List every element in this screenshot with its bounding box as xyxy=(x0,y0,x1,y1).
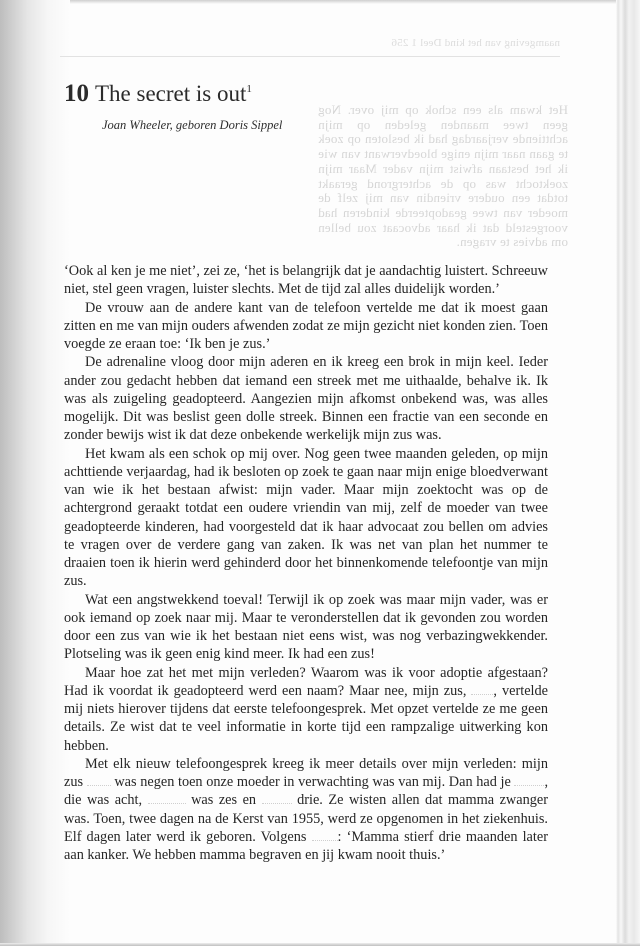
redacted-name xyxy=(471,683,493,695)
showthrough-body-text: Het kwam als een schok op mij over. Nog geen twee maanden geleden op mijn achttiende verjaardag had ik besloten op zoek te gaan naar mijn enige bloedverwant van wie ik het bestaan afwist mijn vader Maar mijn zoektocht was op de achtergrond geraakt totdat een oudere vriendin van mij zelf de moeder van twee geadopteerde kinderen had voorgesteld dat ik haar advocaat zou bellen om advies te vragen. xyxy=(318,103,568,250)
chapter-title-text: The secret is out xyxy=(95,81,247,106)
page-top-shadow xyxy=(0,0,640,4)
paragraph-7-part-a: Met elk nieuw telefoongesprek kreeg ik meer details over mijn verleden: mijn zus xyxy=(64,755,548,790)
showthrough-header-rule xyxy=(60,56,560,57)
chapter-heading xyxy=(64,80,564,133)
paragraph-5: Wat een angstwekkend toeval! Terwijl ik op zoek was maar mijn vader, was er ook iemand op zoek naar mij. Maar te veronderstellen dat ik gevonden zou worden door een zus van wie ik het bestaan niet eens wist, was nog verbazingwekkender. Plotseling was ik geen enig kind meer. Ik had een zus! xyxy=(64,591,548,663)
redacted-name xyxy=(262,792,292,804)
redacted-name xyxy=(312,829,338,841)
paragraph-1: ‘Ook al ken je me niet’, zei ze, ‘het is belangrijk dat je aandachtig luistert. Schreeuw niet, stel geen vragen, luister slechts. Met de tijd zal alles duidelijk worden.’ xyxy=(64,263,548,298)
paragraph-7-part-b: was negen toen onze moeder in verwachting was van mij. Dan had je xyxy=(114,774,511,790)
paragraph-6-part-b: , vertelde mij niets hierover tijdens dat eerste telefoongesprek. Met opzet vertelde ze me geen details. Ze wist dat te veel informatie in korte tijd een rampzalige uitwerking kon hebben. xyxy=(64,682,549,754)
redacted-name xyxy=(87,774,111,786)
paragraph-2: De vrouw aan de andere kant van de telefoon vertelde me dat ik moest gaan zitten en me van mijn ouders afwenden zodat ze mijn gezicht niet konden zien. Toen voegde ze eraan toe: ‘Ik ben je zus.’ xyxy=(64,299,548,352)
paragraph-7-part-e: drie. Ze wisten allen dat mamma zwanger was. Toen, twee dagen na de Kerst van 1955, werd ze opgenomen in het ziekenhuis. Elf dagen later werd ik geboren. Volgens xyxy=(64,792,548,845)
chapter-body xyxy=(64,262,548,864)
paragraph-6-part-a: Maar hoe zat het met mijn verleden? Waarom was ik voor adoptie afgestaan? Had ik voordat ik geadopteerd werd een naam? Maar nee, mijn zus, xyxy=(64,664,548,699)
chapter-title xyxy=(64,80,564,108)
redacted-name xyxy=(148,792,186,804)
book-gutter-shadow xyxy=(0,0,70,946)
paragraph-6 xyxy=(64,664,548,755)
showthrough-running-header: naamgeving van het kind Deel 1 256 xyxy=(391,37,560,49)
chapter-number: 10 xyxy=(64,80,89,107)
redacted-name xyxy=(514,774,544,786)
paragraph-3: De adrenaline vloog door mijn aderen en ik kreeg een brok in mijn keel. Ieder ander zou gedacht hebben dat iemand een streek met me uithaalde, behalve ik. Ik was als zuigeling geadopteerd. Aangezien mijn afkomst onbekend was, was alles mogelijk. Dit was beslist geen dolle streek. Binnen een fractie van een seconde en zonder bewijs wist ik dat deze onbekende werkelijk mijn zus was. xyxy=(64,354,548,444)
footnote-marker: 1 xyxy=(246,83,252,95)
page-edge-stack xyxy=(616,0,640,946)
paragraph-4: Het kwam als een schok op mij over. Nog geen twee maanden geleden, op mijn achttiende verjaardag, had ik besloten op zoek te gaan naar mijn enige bloedverwant van wie ik het bestaan afwist: mijn vader. Maar mijn zoektocht was op de achtergrond geraakt totdat een oudere vriendin van mij, zelf de moeder van twee geadopteerde kinderen, had voorgesteld dat ik haar advocaat zou bellen om advies te vragen over de verdere gang van zaken. Ik was net van plan het nummer te draaien toen ik hierin werd gehinderd door het binnenkomende telefoontje van mijn zus. xyxy=(64,445,548,590)
paragraph-7-part-c: , die was acht, xyxy=(64,774,549,809)
paragraph-7-part-f: : ‘Mamma stierf drie maanden later aan kanker. We hebben mamma begraven en jij kwam nooit thuis.’ xyxy=(64,828,548,863)
paragraph-7-part-d: was zes en xyxy=(191,792,257,809)
author-byline: Joan Wheeler, geboren Doris Sippel xyxy=(102,118,283,132)
paragraph-7 xyxy=(64,755,548,865)
